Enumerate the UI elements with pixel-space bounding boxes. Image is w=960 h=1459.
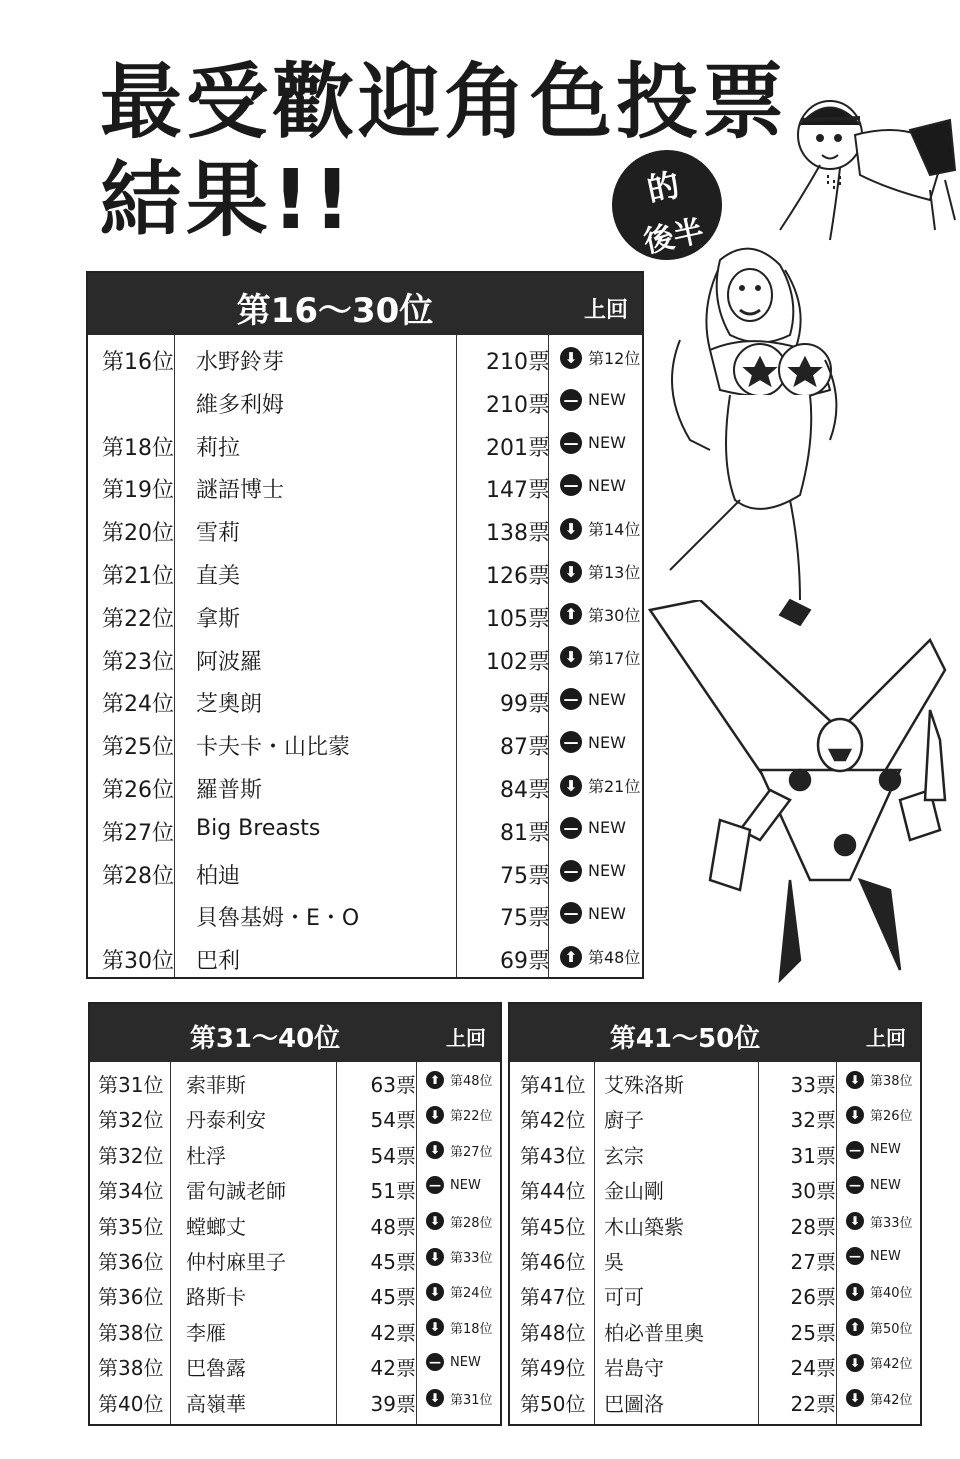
up-arrow-icon: ⬆ bbox=[426, 1071, 444, 1089]
down-arrow-icon: ⬇ bbox=[560, 561, 582, 583]
table-row bbox=[88, 722, 642, 765]
previous-rank-cell bbox=[426, 1353, 481, 1371]
name-cell: 拿斯 bbox=[196, 606, 241, 632]
table-row bbox=[88, 765, 642, 808]
minus-icon: — bbox=[426, 1176, 444, 1194]
ranking-table-41-50 bbox=[508, 1002, 922, 1426]
votes-cell: 138票 bbox=[486, 521, 550, 547]
down-arrow-icon: ⬇ bbox=[426, 1212, 444, 1230]
previous-rank-cell bbox=[846, 1212, 913, 1231]
minus-icon: — bbox=[560, 817, 582, 839]
rank-cell: 第38位 bbox=[98, 1320, 164, 1345]
votes-cell: 84票 bbox=[500, 778, 550, 803]
name-cell: 可可 bbox=[604, 1285, 644, 1310]
previous-rank-cell bbox=[560, 646, 640, 669]
table-header bbox=[510, 1004, 920, 1062]
table-row bbox=[88, 423, 642, 466]
votes-cell: 45票 bbox=[370, 1285, 416, 1310]
votes-cell: 147票 bbox=[486, 478, 550, 504]
rank-cell: 第31位 bbox=[98, 1073, 164, 1097]
rank-cell: 第26位 bbox=[102, 778, 174, 803]
name-cell: 杜浮 bbox=[186, 1143, 226, 1168]
down-arrow-icon: ⬇ bbox=[426, 1318, 444, 1336]
name-cell: 羅普斯 bbox=[196, 778, 263, 803]
rank-cell: 第36位 bbox=[98, 1250, 164, 1274]
previous-rank-label: NEW bbox=[588, 433, 626, 453]
votes-cell: 45票 bbox=[370, 1250, 416, 1274]
name-cell: 謎語博士 bbox=[196, 478, 285, 504]
previous-rank-cell bbox=[426, 1389, 493, 1408]
votes-cell: 75票 bbox=[500, 863, 550, 889]
rank-cell: 第20位 bbox=[102, 521, 174, 547]
table-row bbox=[90, 1135, 500, 1170]
table-body bbox=[510, 1062, 920, 1424]
name-cell: 卡夫卡・山比蒙 bbox=[196, 735, 351, 761]
table-row bbox=[88, 594, 642, 637]
up-arrow-icon: ⬆ bbox=[560, 603, 582, 625]
votes-cell: 63票 bbox=[370, 1073, 416, 1097]
up-arrow-icon: ⬆ bbox=[846, 1318, 864, 1336]
previous-rank-label: 第50位 bbox=[870, 1321, 913, 1337]
rank-cell: 第49位 bbox=[520, 1356, 586, 1381]
table-row bbox=[510, 1347, 920, 1382]
votes-cell: 48票 bbox=[370, 1214, 416, 1239]
table-range-title: 第31〜40位 bbox=[189, 1024, 341, 1054]
previous-rank-label: 第13位 bbox=[588, 563, 641, 582]
table-row bbox=[90, 1170, 500, 1205]
votes-cell: 99票 bbox=[500, 692, 550, 718]
rank-cell: 第32位 bbox=[98, 1143, 164, 1168]
table-row bbox=[90, 1099, 500, 1134]
rank-cell: 第47位 bbox=[520, 1285, 586, 1310]
minus-icon: — bbox=[560, 860, 582, 882]
name-cell: 水野鈴芽 bbox=[196, 350, 285, 375]
previous-rank-label: NEW bbox=[870, 1177, 901, 1193]
rank-cell: 第23位 bbox=[102, 649, 174, 675]
previous-rank-cell bbox=[426, 1070, 493, 1089]
badge-line1: 的 bbox=[643, 165, 683, 210]
down-arrow-icon: ⬇ bbox=[560, 347, 582, 369]
votes-cell: 102票 bbox=[486, 649, 550, 675]
previous-rank-label: 第22位 bbox=[450, 1109, 493, 1125]
name-cell: 玄宗 bbox=[604, 1143, 644, 1168]
previous-rank-cell bbox=[426, 1141, 493, 1160]
previous-rank-cell bbox=[846, 1353, 913, 1372]
previous-rank-cell bbox=[560, 517, 640, 540]
previous-rank-label: 第18位 bbox=[450, 1321, 493, 1337]
table-row bbox=[90, 1241, 500, 1276]
table-row bbox=[90, 1276, 500, 1311]
previous-rank-label: NEW bbox=[450, 1177, 481, 1193]
previous-rank-cell bbox=[846, 1247, 901, 1265]
previous-rank-cell bbox=[846, 1141, 901, 1159]
rank-cell: 第44位 bbox=[520, 1179, 586, 1204]
down-arrow-icon: ⬇ bbox=[426, 1106, 444, 1124]
previous-rank-label: 第38位 bbox=[870, 1074, 913, 1089]
previous-rank-cell bbox=[560, 902, 626, 924]
rank-cell: 第43位 bbox=[520, 1143, 586, 1168]
rank-cell: 第36位 bbox=[98, 1285, 164, 1310]
previous-rank-label: 第31位 bbox=[450, 1392, 493, 1408]
table-body bbox=[90, 1062, 500, 1424]
votes-cell: 33票 bbox=[790, 1073, 836, 1097]
rank-cell: 第30位 bbox=[102, 949, 174, 975]
name-cell: 柏迪 bbox=[196, 863, 241, 889]
votes-cell: 87票 bbox=[500, 735, 550, 761]
previous-rank-cell bbox=[560, 389, 626, 411]
votes-cell: 27票 bbox=[790, 1250, 836, 1274]
down-arrow-icon: ⬇ bbox=[426, 1283, 444, 1301]
votes-cell: 126票 bbox=[486, 564, 550, 589]
previous-rank-label: 第14位 bbox=[588, 520, 641, 540]
previous-rank-label: 第40位 bbox=[870, 1286, 913, 1302]
table-range-title: 第16〜30位 bbox=[236, 291, 434, 331]
name-cell: 丹泰利安 bbox=[186, 1108, 266, 1133]
previous-rank-label: 第27位 bbox=[450, 1144, 493, 1160]
name-cell: 螳螂丈 bbox=[186, 1214, 246, 1239]
previous-rank-label: 第28位 bbox=[450, 1215, 493, 1231]
previous-rank-cell bbox=[560, 603, 640, 626]
votes-cell: 75票 bbox=[500, 906, 550, 932]
down-arrow-icon: ⬇ bbox=[846, 1071, 864, 1089]
previous-rank-label: 第33位 bbox=[870, 1215, 913, 1231]
previous-rank-cell bbox=[560, 860, 626, 882]
rank-cell: 第50位 bbox=[520, 1391, 586, 1416]
name-cell: 索菲斯 bbox=[186, 1073, 246, 1097]
name-cell: 巴魯露 bbox=[186, 1356, 246, 1381]
previous-rank-label: 第30位 bbox=[588, 605, 641, 625]
minus-icon: — bbox=[560, 688, 582, 710]
name-cell: 金山剛 bbox=[604, 1179, 664, 1204]
table-row bbox=[510, 1135, 920, 1170]
table-range-title: 第41〜50位 bbox=[609, 1024, 761, 1054]
minus-icon: — bbox=[560, 731, 582, 753]
previous-rank-label: NEW bbox=[588, 818, 626, 838]
previous-rank-label: NEW bbox=[588, 390, 626, 410]
name-cell: 木山築紫 bbox=[604, 1214, 684, 1239]
minus-icon: — bbox=[560, 474, 582, 496]
name-cell: 巴圖洛 bbox=[604, 1391, 664, 1416]
previous-rank-cell bbox=[426, 1318, 493, 1337]
ranking-table-31-40 bbox=[88, 1002, 502, 1426]
previous-rank-cell bbox=[846, 1176, 901, 1194]
previous-rank-cell bbox=[846, 1070, 913, 1089]
previous-rank-header: 上回 bbox=[583, 298, 628, 323]
previous-rank-cell bbox=[560, 945, 640, 968]
name-cell: 阿波羅 bbox=[196, 649, 263, 675]
down-arrow-icon: ⬇ bbox=[560, 775, 582, 797]
previous-rank-cell bbox=[560, 432, 626, 454]
minus-icon: — bbox=[426, 1353, 444, 1371]
previous-rank-label: NEW bbox=[588, 861, 626, 881]
votes-cell: 28票 bbox=[790, 1214, 836, 1239]
table-row bbox=[88, 679, 642, 722]
votes-cell: 105票 bbox=[486, 606, 550, 632]
rank-cell: 第25位 bbox=[102, 735, 174, 761]
rank-cell: 第28位 bbox=[102, 863, 174, 889]
previous-rank-label: 第17位 bbox=[588, 648, 641, 668]
name-cell: 直美 bbox=[196, 564, 241, 589]
votes-cell: 201票 bbox=[486, 435, 550, 461]
minus-icon: — bbox=[560, 902, 582, 924]
rank-cell: 第42位 bbox=[520, 1108, 586, 1133]
previous-rank-label: 第26位 bbox=[870, 1109, 913, 1125]
previous-rank-label: 第33位 bbox=[450, 1251, 493, 1266]
table-header bbox=[88, 273, 642, 335]
down-arrow-icon: ⬇ bbox=[846, 1106, 864, 1124]
table-row bbox=[88, 936, 642, 979]
name-cell: 岩島守 bbox=[604, 1356, 664, 1381]
woman-character-illustration bbox=[640, 240, 870, 630]
votes-cell: 25票 bbox=[790, 1320, 836, 1345]
v-robot-illustration bbox=[640, 600, 950, 990]
table-row bbox=[88, 380, 642, 423]
rank-cell: 第46位 bbox=[520, 1250, 586, 1274]
ranking-table-16-30 bbox=[86, 271, 644, 979]
previous-rank-cell bbox=[846, 1318, 913, 1337]
votes-cell: 51票 bbox=[370, 1179, 416, 1204]
rank-cell: 第40位 bbox=[98, 1391, 164, 1416]
votes-cell: 39票 bbox=[370, 1391, 416, 1416]
previous-rank-label: 第48位 bbox=[450, 1074, 493, 1089]
previous-rank-label: NEW bbox=[588, 903, 626, 923]
previous-rank-header: 上回 bbox=[446, 1026, 486, 1050]
name-cell: 芝奧朗 bbox=[196, 692, 263, 718]
previous-rank-cell bbox=[560, 731, 626, 753]
rank-cell: 第45位 bbox=[520, 1214, 586, 1239]
up-arrow-icon: ⬆ bbox=[560, 946, 582, 968]
table-row bbox=[88, 465, 642, 508]
votes-cell: 24票 bbox=[790, 1356, 836, 1381]
down-arrow-icon: ⬇ bbox=[846, 1354, 864, 1372]
previous-rank-cell bbox=[426, 1176, 481, 1194]
previous-rank-label: 第42位 bbox=[870, 1392, 913, 1408]
rank-cell: 第38位 bbox=[98, 1356, 164, 1381]
minus-icon: — bbox=[846, 1176, 864, 1194]
votes-cell: 22票 bbox=[790, 1391, 836, 1416]
votes-cell: 42票 bbox=[370, 1356, 416, 1381]
previous-rank-cell bbox=[560, 688, 626, 710]
previous-rank-cell bbox=[426, 1282, 493, 1301]
votes-cell: 210票 bbox=[486, 350, 550, 375]
table-row bbox=[510, 1206, 920, 1241]
previous-rank-label: 第48位 bbox=[588, 948, 641, 968]
rank-cell: 第19位 bbox=[102, 478, 174, 504]
rank-cell: 第48位 bbox=[520, 1320, 586, 1345]
minus-icon: — bbox=[560, 389, 582, 411]
previous-rank-header: 上回 bbox=[866, 1026, 906, 1050]
rank-cell: 第27位 bbox=[102, 820, 174, 846]
name-cell: 吳 bbox=[604, 1250, 624, 1274]
name-cell: 莉拉 bbox=[196, 435, 241, 461]
table-header bbox=[90, 1004, 500, 1062]
table-row bbox=[88, 508, 642, 551]
down-arrow-icon: ⬇ bbox=[426, 1248, 444, 1266]
name-cell: Big Breasts bbox=[196, 815, 321, 841]
rank-cell: 第21位 bbox=[102, 564, 174, 589]
previous-rank-label: NEW bbox=[870, 1142, 901, 1158]
table-row bbox=[90, 1206, 500, 1241]
rank-cell: 第34位 bbox=[98, 1179, 164, 1204]
table-row bbox=[510, 1241, 920, 1276]
table-row bbox=[88, 637, 642, 680]
previous-rank-cell bbox=[426, 1105, 493, 1124]
table-row bbox=[510, 1312, 920, 1347]
table-row bbox=[88, 893, 642, 936]
previous-rank-cell bbox=[560, 774, 640, 797]
table-row bbox=[510, 1064, 920, 1099]
previous-rank-cell bbox=[560, 346, 640, 369]
rank-cell: 第35位 bbox=[98, 1214, 164, 1239]
previous-rank-label: NEW bbox=[588, 475, 626, 495]
minus-icon: — bbox=[560, 432, 582, 454]
previous-rank-label: NEW bbox=[588, 689, 626, 709]
name-cell: 廚子 bbox=[604, 1108, 644, 1133]
down-arrow-icon: ⬇ bbox=[426, 1389, 444, 1407]
table-row bbox=[90, 1347, 500, 1382]
name-cell: 巴利 bbox=[196, 949, 241, 975]
table-row bbox=[510, 1099, 920, 1134]
votes-cell: 32票 bbox=[790, 1108, 836, 1133]
table-row bbox=[88, 337, 642, 380]
down-arrow-icon: ⬇ bbox=[426, 1141, 444, 1159]
votes-cell: 26票 bbox=[790, 1285, 836, 1310]
table-body bbox=[88, 335, 642, 977]
minus-icon: — bbox=[846, 1141, 864, 1159]
votes-cell: 54票 bbox=[370, 1143, 416, 1168]
table-row bbox=[90, 1312, 500, 1347]
previous-rank-cell bbox=[426, 1212, 493, 1231]
table-row bbox=[90, 1383, 500, 1418]
down-arrow-icon: ⬇ bbox=[846, 1389, 864, 1407]
votes-cell: 210票 bbox=[486, 392, 550, 418]
previous-rank-label: NEW bbox=[450, 1354, 481, 1370]
rank-cell: 第18位 bbox=[102, 435, 174, 461]
previous-rank-label: 第42位 bbox=[870, 1357, 913, 1373]
table-row bbox=[88, 851, 642, 894]
previous-rank-cell bbox=[846, 1282, 913, 1301]
votes-cell: 31票 bbox=[790, 1143, 836, 1168]
rank-cell: 第41位 bbox=[520, 1073, 586, 1097]
previous-rank-cell bbox=[846, 1389, 913, 1408]
rank-cell: 第32位 bbox=[98, 1108, 164, 1133]
down-arrow-icon: ⬇ bbox=[846, 1283, 864, 1301]
previous-rank-label: 第12位 bbox=[588, 349, 641, 368]
previous-rank-label: NEW bbox=[588, 732, 626, 752]
rank-cell: 第24位 bbox=[102, 692, 174, 718]
name-cell: 維多利姆 bbox=[196, 392, 285, 418]
table-row bbox=[510, 1383, 920, 1418]
table-row bbox=[88, 808, 642, 851]
name-cell: 高嶺華 bbox=[186, 1391, 246, 1416]
table-row bbox=[510, 1170, 920, 1205]
down-arrow-icon: ⬇ bbox=[560, 646, 582, 668]
name-cell: 艾殊洛斯 bbox=[604, 1073, 684, 1097]
previous-rank-cell bbox=[846, 1105, 913, 1124]
previous-rank-cell bbox=[560, 817, 626, 839]
previous-rank-cell bbox=[560, 560, 640, 583]
previous-rank-label: 第21位 bbox=[588, 777, 641, 796]
page-title-line1: 最受歡迎角色投票 bbox=[100, 55, 789, 150]
table-row bbox=[510, 1276, 920, 1311]
votes-cell: 69票 bbox=[500, 949, 550, 975]
name-cell: 雷句誠老師 bbox=[186, 1179, 286, 1204]
name-cell: 路斯卡 bbox=[186, 1285, 246, 1310]
votes-cell: 30票 bbox=[790, 1179, 836, 1204]
previous-rank-cell bbox=[560, 474, 626, 496]
table-row bbox=[90, 1064, 500, 1099]
votes-cell: 54票 bbox=[370, 1108, 416, 1133]
name-cell: 李雁 bbox=[186, 1320, 226, 1345]
previous-rank-label: NEW bbox=[870, 1248, 901, 1264]
table-row bbox=[88, 551, 642, 594]
minus-icon: — bbox=[846, 1247, 864, 1265]
down-arrow-icon: ⬇ bbox=[846, 1212, 864, 1230]
rank-cell: 第16位 bbox=[102, 350, 174, 375]
badge-line2: 後半 bbox=[640, 213, 707, 261]
previous-rank-label: 第24位 bbox=[450, 1286, 493, 1302]
name-cell: 貝魯基姆・E・O bbox=[196, 906, 360, 932]
name-cell: 仲村麻里子 bbox=[186, 1250, 286, 1274]
name-cell: 柏必普里奧 bbox=[604, 1320, 704, 1345]
rank-cell: 第22位 bbox=[102, 606, 174, 632]
previous-rank-cell bbox=[426, 1247, 493, 1266]
votes-cell: 81票 bbox=[500, 820, 550, 846]
name-cell: 雪莉 bbox=[196, 521, 241, 547]
down-arrow-icon: ⬇ bbox=[560, 518, 582, 540]
page-title-line2: 結果!! bbox=[100, 153, 355, 248]
votes-cell: 42票 bbox=[370, 1320, 416, 1345]
